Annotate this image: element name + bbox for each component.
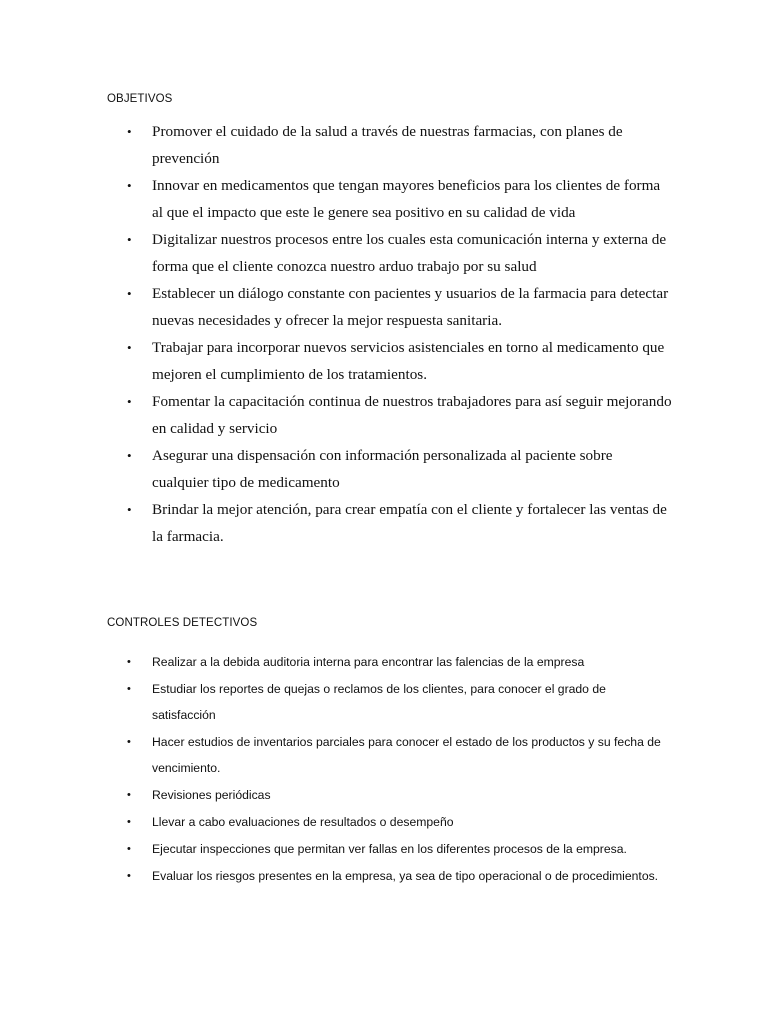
- list-item-text: Ejecutar inspecciones que permitan ver fallas en los diferentes procesos de la empresa.: [152, 842, 627, 856]
- list-item-text: Brindar la mejor atención, para crear empatía con el cliente y fortalecer las ventas de la farmacia.: [152, 501, 667, 545]
- list-item-text: Fomentar la capacitación continua de nuestros trabajadores para así seguir mejorando en calidad y servicio: [152, 393, 672, 437]
- list-item-text: Trabajar para incorporar nuevos servicios asistenciales en torno al medicamento que mejoren el cumplimiento de los tratamientos.: [152, 339, 665, 383]
- list-item: [0, 676, 662, 728]
- list-item: [0, 118, 672, 172]
- list-item: [0, 334, 672, 388]
- list-item-text: Hacer estudios de inventarios parciales para conocer el estado de los productos y su fecha de vencimiento.: [152, 735, 661, 775]
- list-item-text: Asegurar una dispensación con información personalizada al paciente sobre cualquier tipo de medicamento: [152, 447, 613, 491]
- list-item: [0, 280, 672, 334]
- controles-list: [0, 649, 662, 890]
- objetivos-heading: OBJETIVOS: [107, 93, 173, 105]
- objetivos-list: [0, 118, 672, 550]
- list-item-text: Revisiones periódicas: [152, 788, 271, 802]
- list-item: [0, 649, 662, 675]
- list-item-text: Realizar a la debida auditoria interna para encontrar las falencias de la empresa: [152, 655, 585, 669]
- list-item-text: Estudiar los reportes de quejas o reclamos de los clientes, para conocer el grado de satisfacción: [152, 682, 606, 722]
- list-item-text: Digitalizar nuestros procesos entre los cuales esta comunicación interna y externa de forma que el cliente conozca nuestro arduo trabajo por su salud: [152, 231, 667, 275]
- list-item: [0, 226, 672, 280]
- list-item: [0, 442, 672, 496]
- list-item: [0, 388, 672, 442]
- list-item: [0, 809, 662, 835]
- list-item: [0, 496, 672, 550]
- list-item: [0, 836, 662, 862]
- list-item-text: Llevar a cabo evaluaciones de resultados o desempeño: [152, 815, 454, 829]
- list-item: [0, 172, 672, 226]
- bullet-icon: •: [127, 340, 132, 355]
- bullet-icon: •: [127, 683, 131, 695]
- bullet-icon: •: [127, 502, 132, 517]
- bullet-icon: •: [127, 736, 131, 748]
- list-item-text: Establecer un diálogo constante con pacientes y usuarios de la farmacia para detectar nuevas necesidades y ofrecer la mejor respuesta sanitaria.: [152, 285, 669, 329]
- list-item-text: Innovar en medicamentos que tengan mayores beneficios para los clientes de forma al que el impacto que este le genere sea positivo en su calidad de vida: [152, 177, 661, 221]
- list-item-text: Promover el cuidado de la salud a través de nuestras farmacias, con planes de prevención: [152, 123, 623, 167]
- controles-heading: CONTROLES DETECTIVOS: [107, 617, 258, 629]
- bullet-icon: •: [127, 656, 131, 668]
- bullet-icon: •: [127, 178, 132, 193]
- bullet-icon: •: [127, 232, 132, 247]
- list-item: [0, 863, 662, 889]
- list-item: [0, 729, 662, 781]
- list-item-text: Evaluar los riesgos presentes en la empresa, ya sea de tipo operacional o de procedimientos.: [152, 869, 659, 883]
- bullet-icon: •: [127, 789, 131, 801]
- bullet-icon: •: [127, 816, 131, 828]
- list-item: [0, 782, 662, 808]
- bullet-icon: •: [127, 394, 132, 409]
- bullet-icon: •: [127, 843, 131, 855]
- bullet-icon: •: [127, 286, 132, 301]
- bullet-icon: •: [127, 448, 132, 463]
- bullet-icon: •: [127, 870, 131, 882]
- bullet-icon: •: [127, 124, 132, 139]
